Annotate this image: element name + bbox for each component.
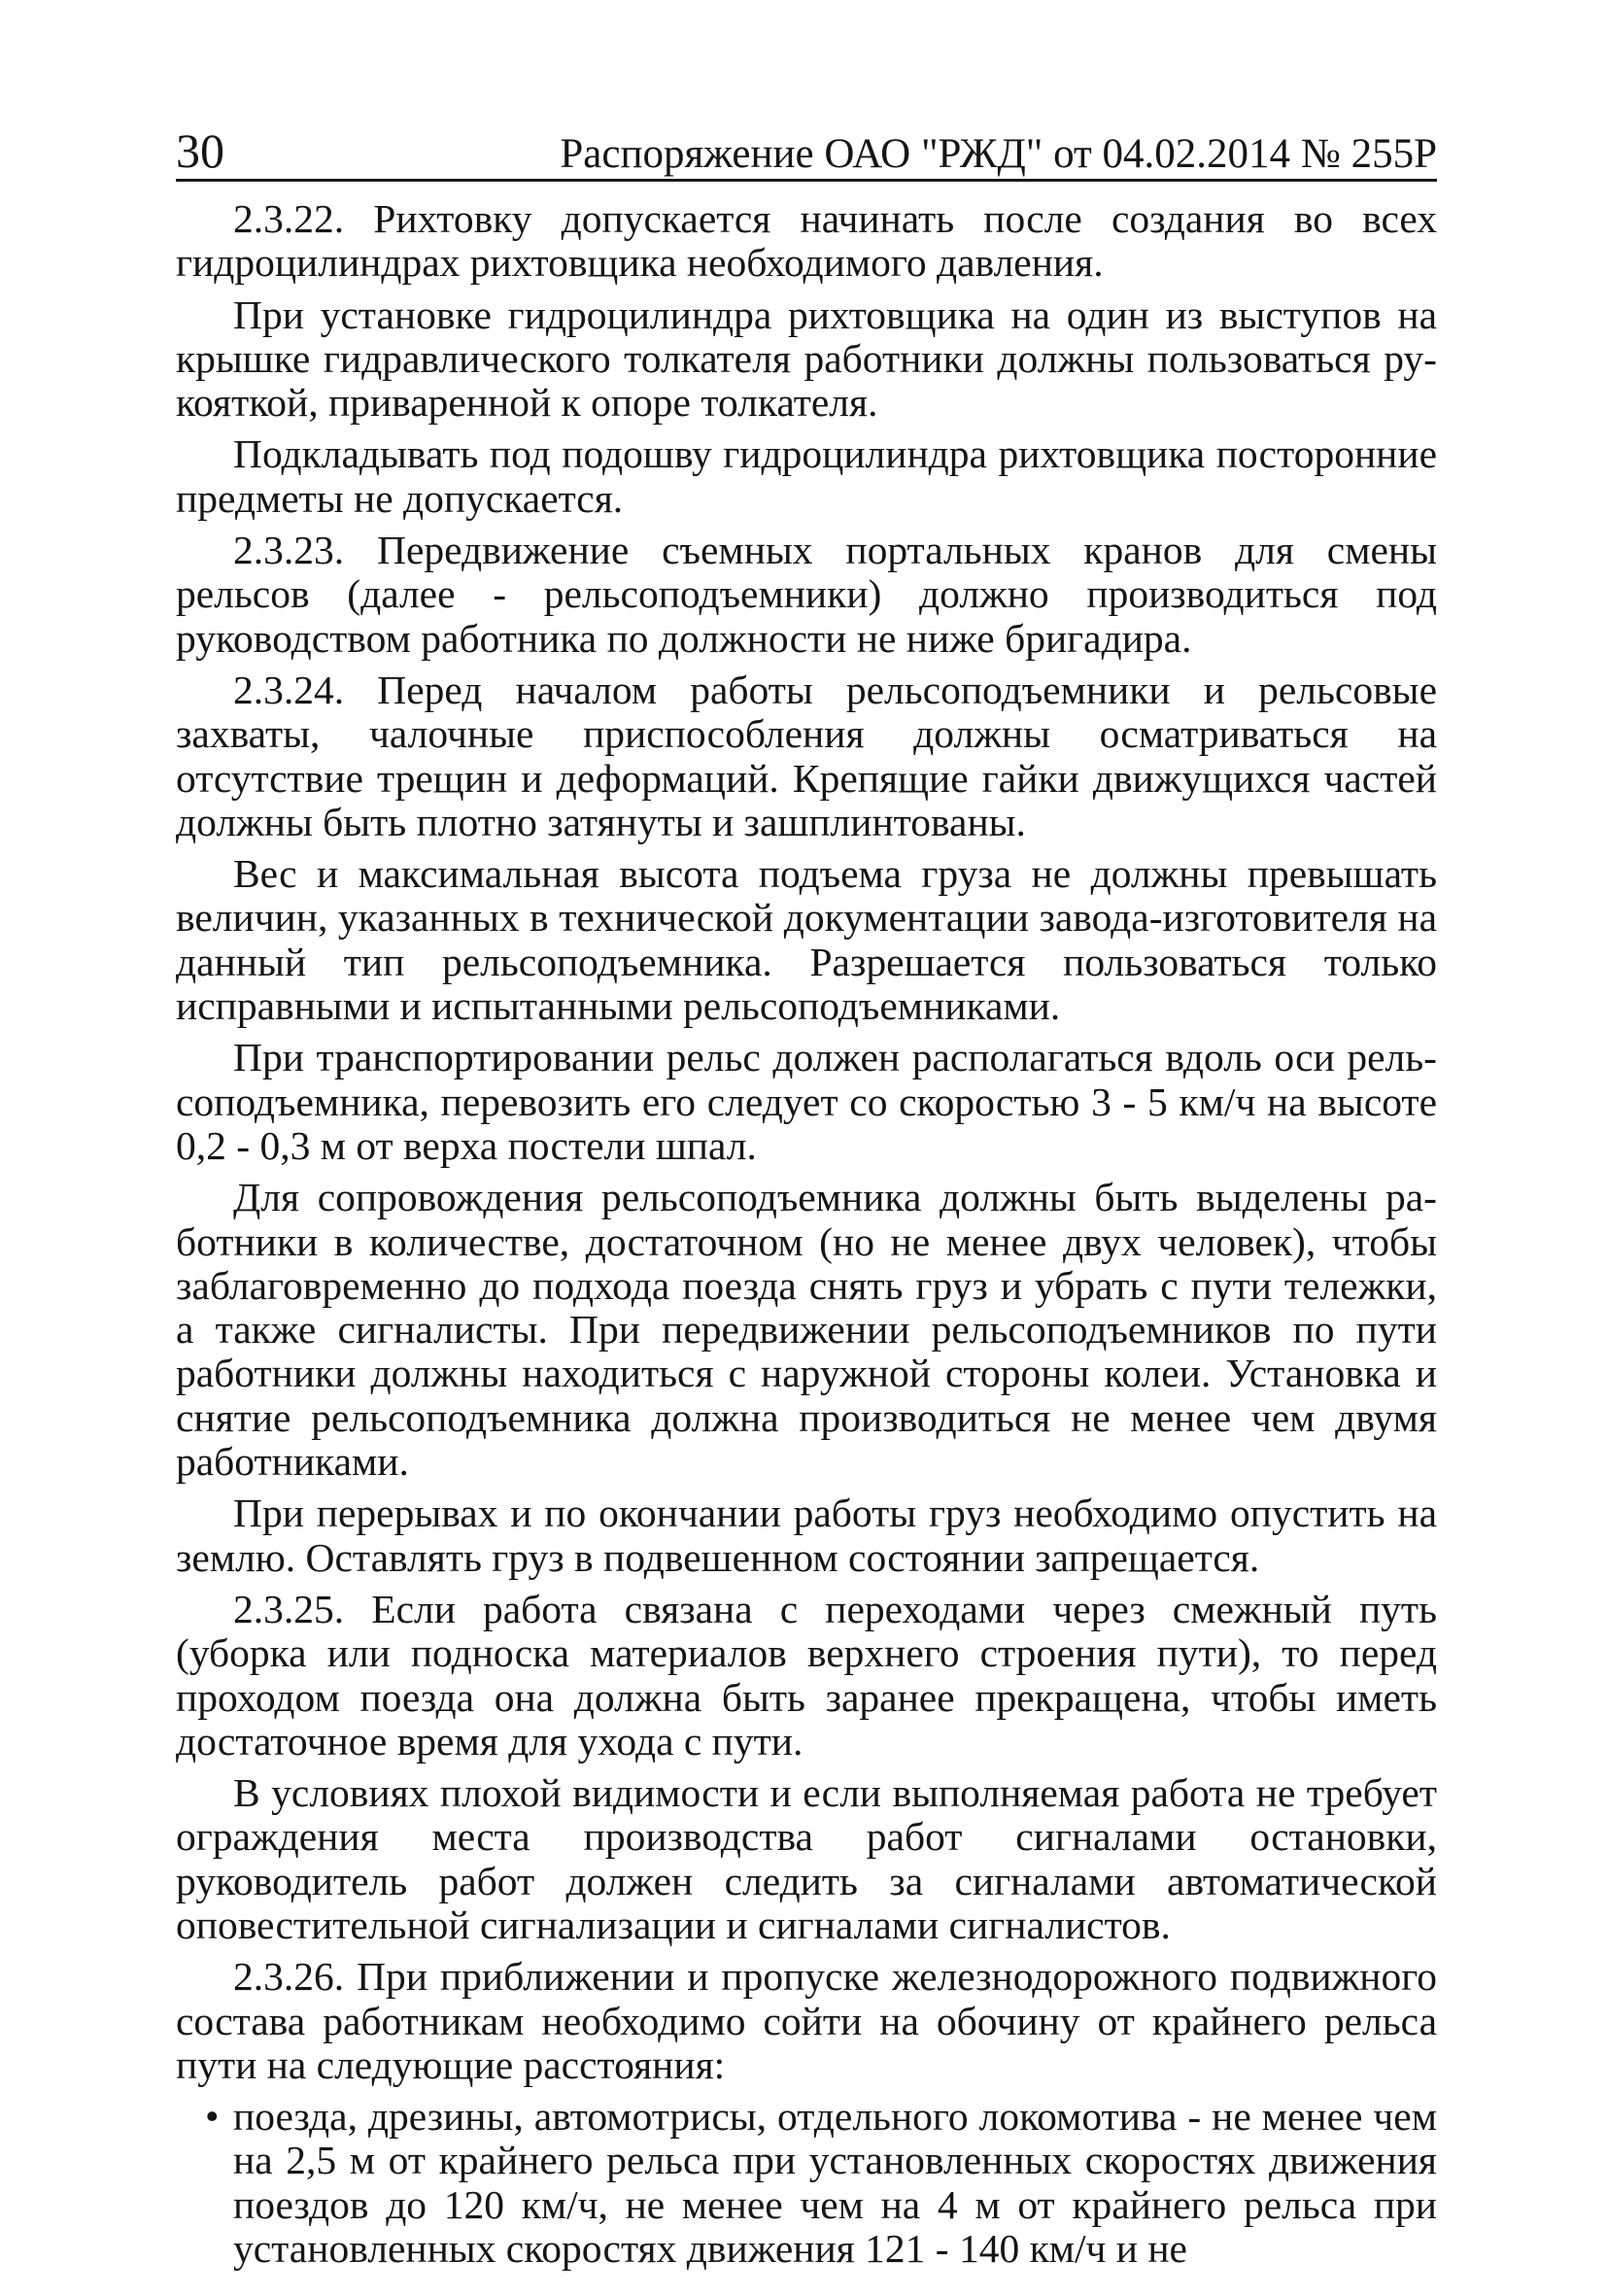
paragraph-rikhtovshchik-installation: При установке гидроцилиндра рихтовщика на один из выступов на крышке гидравлического толкателя работники должны пользоваться рукояткой, приваренной к опоре толкателя.	[176, 291, 1437, 426]
paragraph-load-limits: Вес и максимальная высота подъема груза не должны превышать величин, указанных в технической документации завода-изготовителя на данный тип рельсоподъемника. Разрешается пользоваться только исправными и испытанными рельсоподъемниками.	[176, 851, 1437, 1029]
paragraph-breaks: При перерывах и по окончании работы груз необходимо опустить на землю. Оставлять груз в подвешенном состоянии запрещается.	[176, 1491, 1437, 1580]
body-text	[176, 197, 1437, 2271]
paragraph-2-3-25: 2.3.25. Если работа связана с переходами через смежный путь (уборка или подноска материалов верхнего строения пути), то перед проходом поезда она должна быть заранее прекращена, чтобы иметь достаточное время для ухода с пути.	[176, 1586, 1437, 1764]
paragraph-2-3-22: 2.3.22. Рихтовку допускается начинать после создания во всех гидроцилиндрах рихтовщика необходимого давления.	[176, 196, 1437, 286]
distance-list	[176, 2095, 1437, 2271]
list-item	[176, 2095, 1437, 2271]
list-item-text: поезда, дрезины, автомотрисы, отдельного локомотива - не менее чем на 2,5 м от крайнего рельса при установленных скоростях движения поездов до 120 км/ч, не менее чем на 4 м от крайнего рельса при установленных скоростях движения 121 - 140 км/ч и не	[233, 2094, 1437, 2272]
paragraph-2-3-26: 2.3.26. При приближении и пропуске железнодорожного подвижного состава работникам необходимо сойти на обочину от крайнего рельса пути на следующие расстояния:	[176, 1954, 1437, 2087]
page-header	[176, 115, 1437, 182]
paragraph-2-3-23: 2.3.23. Передвижение съемных портальных кранов для смены рельсов (далее - рельсоподъемники) должно производиться под руководством работника по должности не ниже бригадира.	[176, 528, 1437, 661]
paragraph-2-3-24: 2.3.24. Перед началом работы рельсоподъемники и рельсовые захваты, чалочные приспособления должны осматриваться на отсутствие трещин и деформаций. Крепящие гайки движущихся частей должны быть плотно затянуты и зашплинтованы.	[176, 667, 1437, 844]
paragraph-poor-visibility: В условиях плохой видимости и если выполняемая работа не требует ограждения места производства работ сигналами остановки, руководитель работ должен следить за сигналами автоматической оповестительной сигнализации и сигналами сигналистов.	[176, 1770, 1437, 1947]
bullet-icon: •	[205, 2094, 220, 2140]
running-title: Распоряжение ОАО "РЖД" от 04.02.2014 № 255Р	[560, 131, 1437, 177]
paragraph-escort-workers: Для сопровождения рельсоподъемника должны быть выделены работники в количестве, достаточном (но не менее двух человек), чтобы заблаговременно до подхода поезда снять груз и убрать с пути тележки, а также сигналисты. При передвижении рельсоподъемников по пути работники должны находиться с наружной стороны колеи. Установка и снятие рельсоподъемника должна производиться не менее чем двумя работниками.	[176, 1175, 1437, 1485]
paragraph-transport-speed: При транспортировании рельс должен располагаться вдоль оси рельсоподъемника, перевозить его следует со скоростью 3 - 5 км/ч на высоте 0,2 - 0,3 м от верха постели шпал.	[176, 1035, 1437, 1168]
page-number: 30	[176, 123, 224, 178]
paragraph-foreign-objects: Подкладывать под подошву гидроцилиндра рихтовщика посторонние предметы не допускается.	[176, 431, 1437, 521]
